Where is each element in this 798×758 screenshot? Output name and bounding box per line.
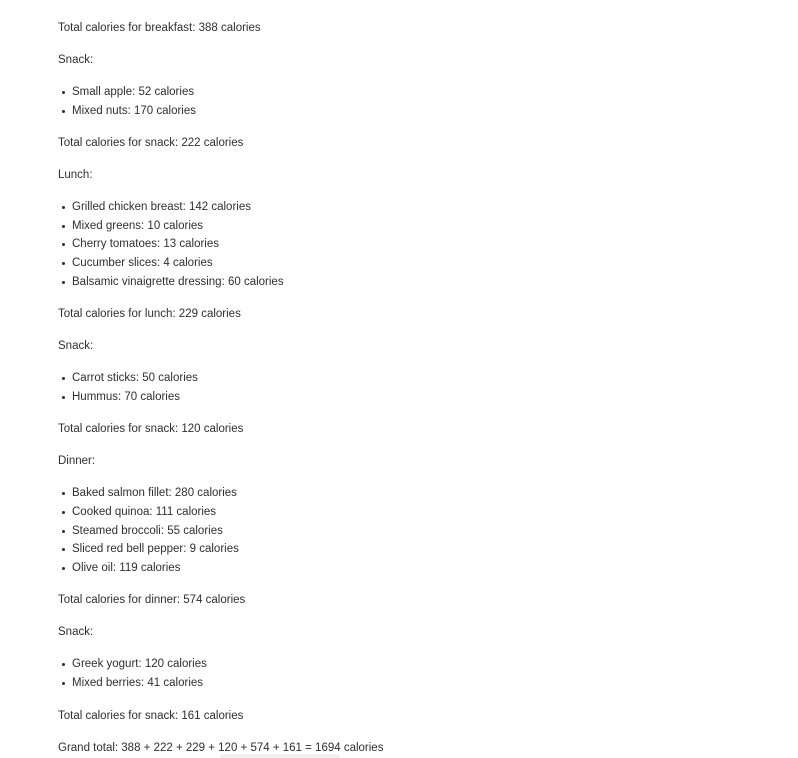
grand-total: Grand total: 388 + 222 + 229 + 120 + 574 + 161 = 1694 calories	[58, 741, 384, 754]
list-item: Mixed greens: 10 calories	[58, 217, 758, 236]
snack-heading: Snack:	[58, 626, 94, 639]
scroll-fade-bar	[220, 754, 340, 758]
dinner-total: Total calories for dinner: 574 calories	[58, 594, 246, 607]
list-item: Balsamic vinaigrette dressing: 60 calories	[58, 273, 758, 292]
breakfast-total: Total calories for breakfast: 388 calories	[58, 22, 261, 34]
list-item: Small apple: 52 calories	[58, 83, 758, 102]
snack-list	[58, 655, 758, 692]
list-item: Mixed berries: 41 calories	[58, 674, 758, 693]
snack-total: Total calories for snack: 161 calories	[58, 709, 244, 722]
list-item: Cooked quinoa: 111 calories	[58, 503, 758, 522]
snack-heading: Snack:	[58, 54, 94, 66]
snack-heading: Snack:	[58, 340, 94, 353]
dinner-list	[58, 484, 758, 577]
list-item: Cherry tomatoes: 13 calories	[58, 235, 758, 254]
snack-list	[58, 369, 758, 406]
lunch-total: Total calories for lunch: 229 calories	[58, 308, 241, 321]
list-item: Grilled chicken breast: 142 calories	[58, 198, 758, 217]
list-item: Olive oil: 119 calories	[58, 559, 758, 578]
dinner-heading: Dinner:	[58, 455, 96, 468]
list-item: Greek yogurt: 120 calories	[58, 655, 758, 674]
chat-message-content	[58, 19, 758, 757]
list-item: Mixed nuts: 170 calories	[58, 102, 758, 121]
list-item: Hummus: 70 calories	[58, 388, 758, 407]
snack-total: Total calories for snack: 222 calories	[58, 137, 244, 150]
list-item: Baked salmon fillet: 280 calories	[58, 484, 758, 503]
lunch-heading: Lunch:	[58, 169, 93, 182]
list-item: Carrot sticks: 50 calories	[58, 369, 758, 388]
lunch-list	[58, 198, 758, 291]
snack-total: Total calories for snack: 120 calories	[58, 423, 244, 436]
snack-list	[58, 83, 758, 120]
list-item: Cucumber slices: 4 calories	[58, 254, 758, 273]
list-item: Steamed broccoli: 55 calories	[58, 522, 758, 541]
list-item: Sliced red bell pepper: 9 calories	[58, 540, 758, 559]
